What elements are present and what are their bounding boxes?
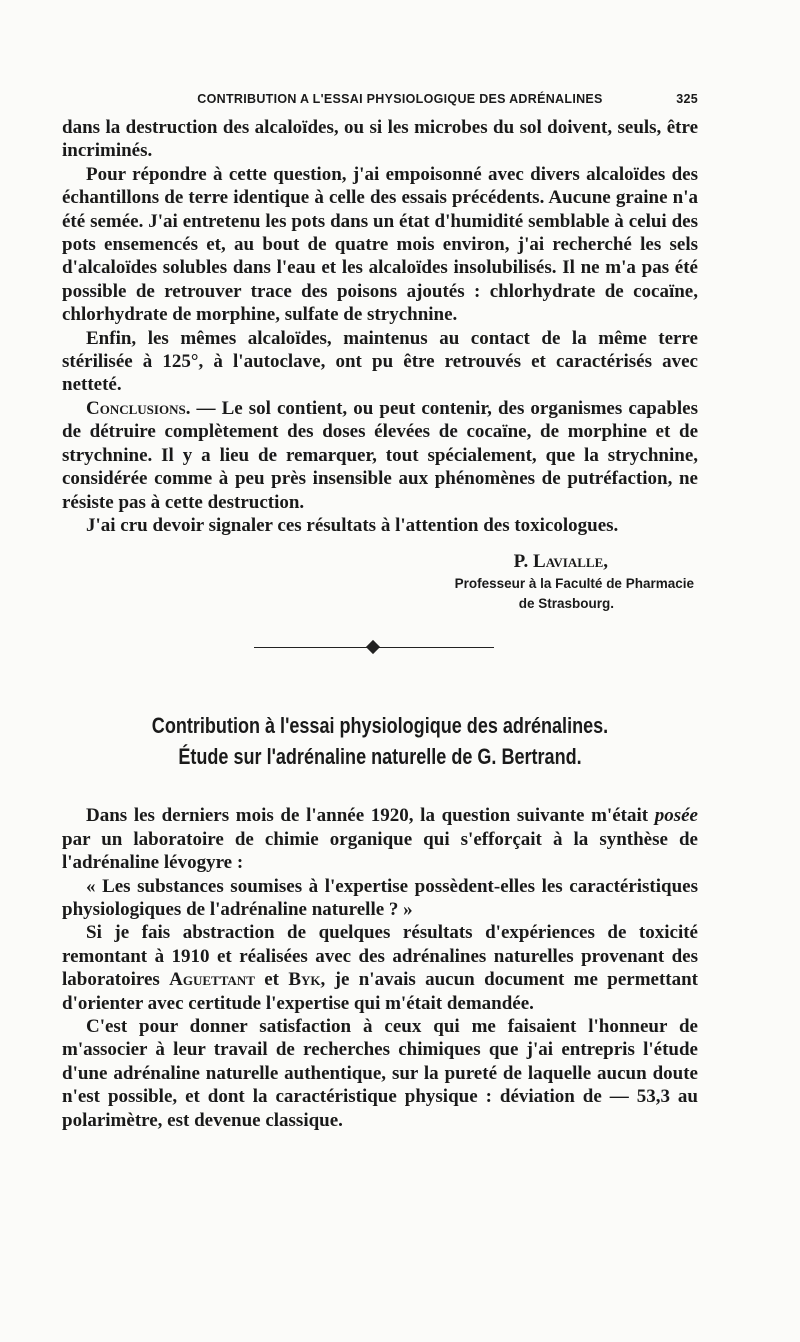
paragraph-conclusions (62, 397, 698, 514)
diamond-ornament-icon (366, 640, 380, 654)
signature-initial: P. (513, 551, 534, 573)
lab-name-byk: Byk (288, 969, 321, 991)
running-title: CONTRIBUTION A L'ESSAI PHYSIOLOGIQUE DES ADRÉNALINES (197, 92, 603, 106)
paragraph-sterilized: Enfin, les mêmes alcaloïdes, maintenus au contact de la même terre stérilisée à 125°, à l'autoclave, ont pu être retrouvés et caractérisés avec netteté. (62, 327, 698, 396)
article-title-line-1: Contribution à l'essai physiologique des adrénalines. (151, 713, 609, 739)
signature-affiliation-1: Professeur à la Faculté de Pharmacie (454, 576, 694, 592)
signature-affiliation-2: de Strasbourg. (518, 596, 614, 612)
paragraph-abstraction (62, 921, 698, 1015)
paragraph-question: « Les substances soumises à l'expertise possèdent-elles les caractéristiques physiologiques de l'adrénaline naturelle ? » (62, 875, 698, 920)
article-title-line-2: Étude sur l'adrénaline naturelle de G. Bertrand. (178, 744, 582, 770)
paragraph-continued: dans la destruction des alcaloïdes, ou si les microbes du sol doivent, seuls, être incriminés. (62, 117, 698, 162)
intro-text-start: Dans les derniers mois de l'année 1920, la question suivante m'était (86, 805, 655, 827)
paragraph-final: J'ai cru devoir signaler ces résultats à l'attention des toxicologues. (86, 514, 619, 536)
intro-italic: posée (654, 805, 698, 827)
page-number: 325 (676, 92, 698, 106)
signature-name (62, 550, 698, 574)
conclusions-label: Conclusions. (86, 397, 191, 419)
signature-surname: Lavialle, (533, 551, 608, 573)
paragraph-experiment: Pour répondre à cette question, j'ai empoisonné avec divers alcaloïdes des échantillons de terre identique à celle des essais précédents. Aucune graine n'a été semée. J'ai entretenu les pots dans un état d'humidité semblable à celui des pots ensemencés et, au bout de quatre mois environ, j'ai recherché les sels d'alcaloïdes solubles dans l'eau et les alcaloïdes insolubilisés. Il ne m'a pas été possible de retrouver trace des poisons ajoutés : chlorhydrate de cocaïne, chlorhydrate de morphine, sulfate de strychnine. (62, 163, 698, 326)
intro-text-end: par un laboratoire de chimie organique qui s'efforçait à la synthèse de l'adrénaline lévogyre : (62, 828, 698, 874)
lab-name-aguettant: Aguettant (169, 969, 255, 991)
abstraction-text-end: , je n'avais aucun document me permettant d'orienter avec certitude l'expertise qui m'était demandée. (62, 969, 699, 1014)
paragraph-intro (62, 804, 698, 874)
abstraction-text-start: Si je fais abstraction de quelques résultats d'expériences de toxicité remontant à 1910 et réalisées avec des adrénalines naturelles provenant des laboratoires (62, 922, 698, 991)
paragraph-purpose: C'est pour donner satisfaction à ceux qui me faisaient l'honneur de m'associer à leur travail de recherches chimiques que j'ai entrepris l'étude d'une adrénaline naturelle authentique, sur la pureté de laquelle aucun doute n'est possible, et dont la caractéristique physique : déviation de — 53,3 au polarimètre, est devenue classique. (62, 1015, 698, 1131)
conclusions-text: — Le sol contient, ou peut contenir, des organismes capables de détruire complètement des doses élevées de cocaïne, de morphine et de strychnine. Il y a lieu de remarquer, tout spécialement, que la strychnine, considérée comme à peu près insensible aux phénomènes de putréfaction, ne résiste pas à cette destruction. (62, 397, 698, 513)
abstraction-text-mid: et (254, 969, 289, 991)
running-header (62, 92, 698, 116)
page (62, 92, 698, 1132)
section-separator (254, 638, 494, 658)
article-title (119, 710, 641, 772)
